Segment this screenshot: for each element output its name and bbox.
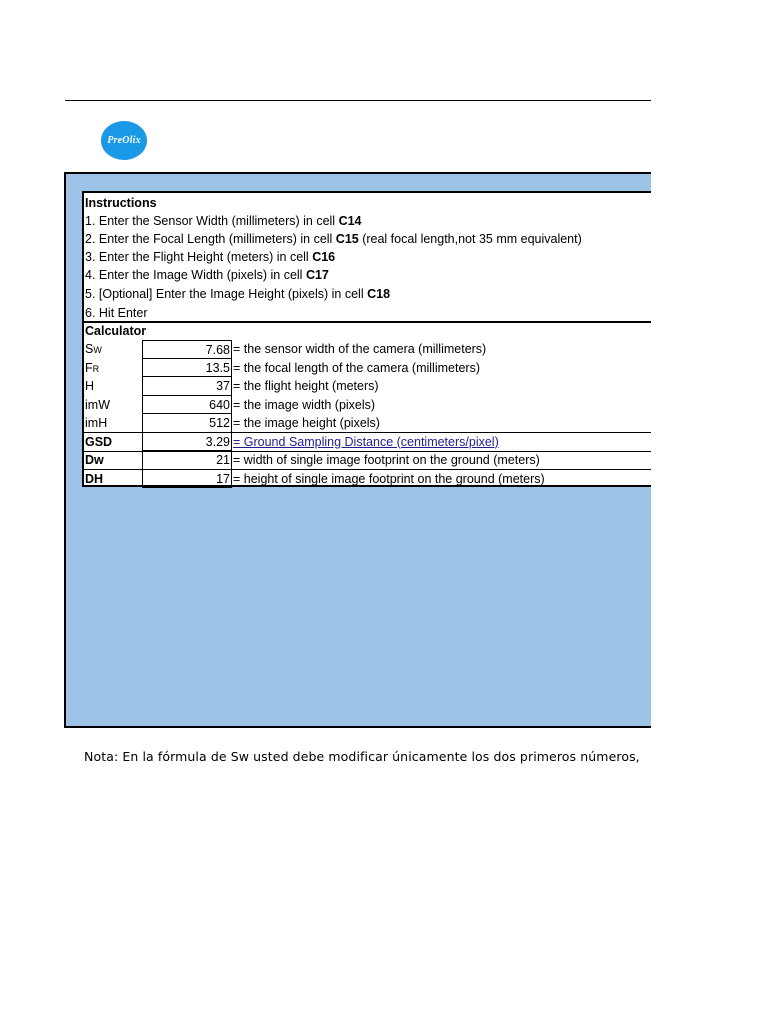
- dh-value: 17: [142, 470, 232, 489]
- instruction-step-4: 4. Enter the Image Width (pixels) in cell C17: [85, 268, 329, 282]
- instructions-heading: Instructions: [85, 196, 157, 210]
- input-description: = the focal length of the camera (millimeters): [233, 360, 480, 375]
- output-row-gsd: [84, 433, 651, 452]
- calculator-divider: [84, 321, 651, 323]
- output-description: = width of single image footprint on the ground (meters): [233, 453, 540, 467]
- output-description: = height of single image footprint on the ground (meters): [233, 471, 545, 486]
- instruction-step-3: 3. Enter the Flight Height (meters) in cell C16: [85, 250, 336, 264]
- instruction-step-5: 5. [Optional] Enter the Image Height (pixels) in cell C18: [85, 287, 391, 301]
- output-label: DH: [85, 471, 104, 486]
- input-label: SW: [85, 342, 102, 356]
- output-label: Dw: [85, 453, 104, 467]
- footnote: Nota: En la fórmula de Sw usted debe modificar únicamente los dos primeros números,: [84, 749, 640, 764]
- image-height-cell[interactable]: 512: [142, 414, 232, 433]
- flight-height-cell[interactable]: 37: [142, 377, 232, 396]
- output-row-dh: [84, 470, 651, 489]
- preolix-logo: [101, 121, 147, 160]
- input-description: = the flight height (meters): [233, 379, 379, 393]
- input-row-sensor-width: [84, 340, 651, 359]
- input-label: imW: [85, 397, 110, 412]
- input-description: = the image width (pixels): [233, 397, 376, 412]
- image-width-cell[interactable]: 640: [142, 396, 232, 415]
- sensor-width-cell[interactable]: 7.68: [142, 340, 232, 359]
- calculator-heading: Calculator: [85, 324, 147, 338]
- gsd-description-link[interactable]: = Ground Sampling Distance (centimeters/pixel): [233, 434, 499, 449]
- instruction-step-1: 1. Enter the Sensor Width (millimeters) in cell C14: [85, 214, 362, 228]
- input-label: imH: [85, 416, 108, 430]
- input-description: = the sensor width of the camera (millimeters): [233, 342, 487, 356]
- output-label: GSD: [85, 434, 113, 449]
- input-description: = the image height (pixels): [233, 416, 380, 430]
- input-label: H: [85, 379, 95, 393]
- dw-value: 21: [142, 451, 232, 470]
- input-label: FR: [85, 360, 100, 375]
- instruction-step-6: 6. Hit Enter: [85, 306, 148, 320]
- calculator-panel: [82, 191, 651, 487]
- input-row-image-height: [84, 414, 651, 433]
- input-row-image-width: [84, 396, 651, 415]
- logo-text: PreOlix: [107, 135, 141, 146]
- input-row-flight-height: [84, 377, 651, 396]
- top-divider: [65, 100, 651, 101]
- output-row-dw: [84, 451, 651, 470]
- gsd-value: 3.29: [142, 433, 232, 452]
- input-row-focal-length: [84, 359, 651, 378]
- calculator-sheet: [64, 172, 651, 728]
- instruction-step-2: 2. Enter the Focal Length (millimeters) in cell C15 (real focal length,not 35 mm equivalent): [85, 232, 582, 246]
- focal-length-cell[interactable]: 13.5: [142, 359, 232, 378]
